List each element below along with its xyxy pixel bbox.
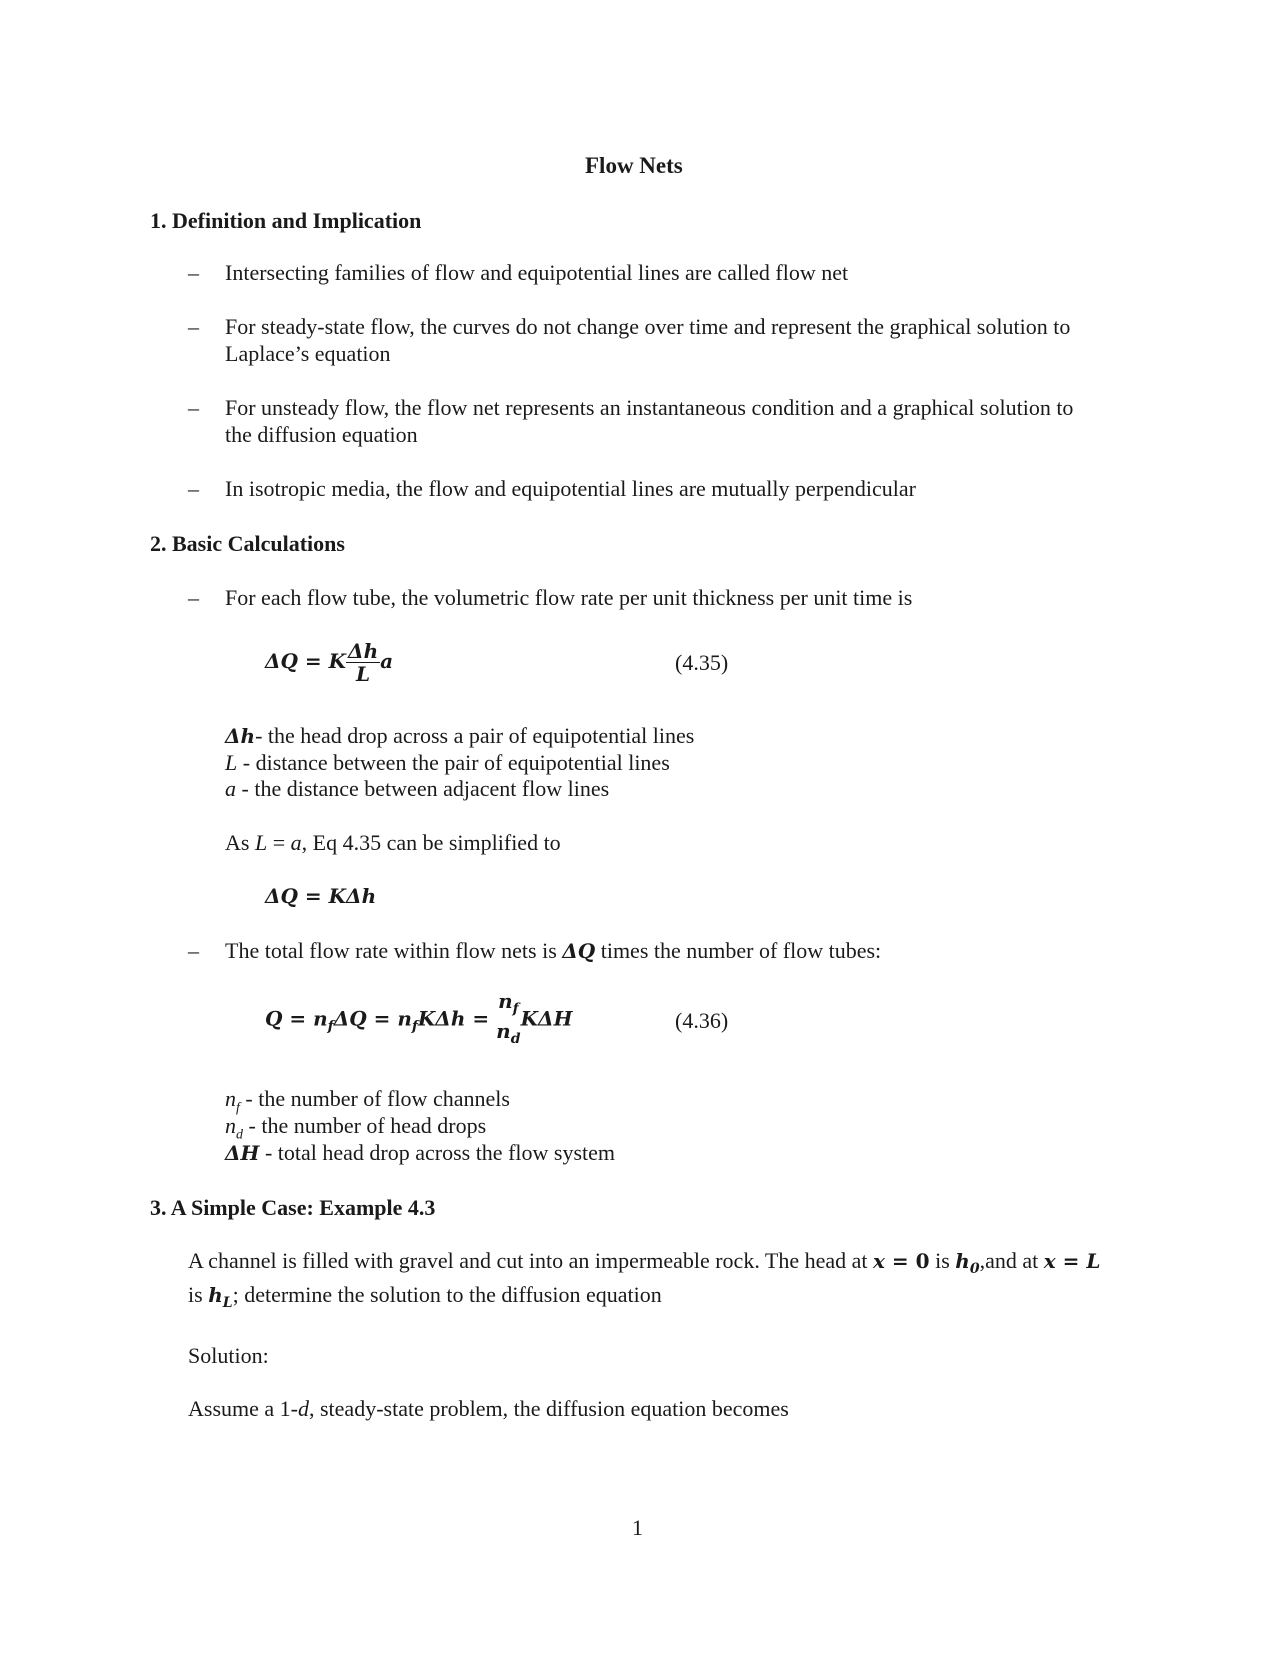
section-1-heading: 1. Definition and Implication [150,208,422,233]
page-title: Flow Nets [585,153,683,178]
bullet-1-3-line2: the diffusion equation [225,422,418,447]
definition-delta-H: ΔH - total head drop across the flow system [225,1140,616,1165]
bullet-dash: – [188,314,199,339]
solution-label: Solution: [188,1343,269,1368]
assumption-statement: Assume a 1-d, steady-state problem, the diffusion equation becomes [188,1396,789,1421]
bullet-dash: – [188,260,199,285]
equation-4-36: $Q = n_f\Delta Q = n_fK\Delta h$ = $n_f$ $n_d$ KΔH [265,989,573,1047]
section-3-heading: 3. A Simple Case: Example 4.3 [150,1195,436,1220]
bullet-1-2-line2: Laplace’s equation [225,341,391,366]
equation-4-35: ΔQ = K $\frac{\Delta h}{L}$ a [265,639,394,686]
bullet-dash: – [188,476,199,501]
bullet-1-4: In isotropic media, the flow and equipotential lines are mutually perpendicular [225,476,916,501]
bullet-1-1: Intersecting families of flow and equipotential lines are called flow net [225,260,849,285]
definition-a: a - the distance between adjacent flow lines [225,776,610,801]
example-paragraph-line1: A channel is filled with gravel and cut into an impermeable rock. The head at x = 0 is $h_0,and$ at x = L [188,1248,1101,1277]
example-paragraph-line2: is $h_L$; determine the solution to the diffusion equation [188,1282,662,1311]
definition-nd: $n_d$ - the number of head drops [225,1113,487,1143]
equation-simplified: ΔQ = KΔh [265,884,377,908]
page-number: 1 [632,1515,643,1540]
bullet-1-2-line1: For steady-state flow, the curves do not change over time and represent the graphical solution to [225,314,1071,339]
simplify-statement: As L = a, Eq 4.35 can be simplified to [225,830,561,855]
bullet-2-1: For each flow tube, the volumetric flow rate per unit thickness per unit time is [225,585,913,610]
bullet-dash: – [188,585,199,610]
equation-4-36-number: (4.36) [675,1008,729,1033]
equation-4-35-number: (4.35) [675,650,729,675]
bullet-dash: – [188,395,199,420]
definition-delta-h: Δh- the head drop across a pair of equipotential lines [225,723,695,748]
section-2-heading: 2. Basic Calculations [150,531,345,556]
definition-L: L - distance between the pair of equipotential lines [225,750,670,775]
bullet-2-2: The total flow rate within flow nets is ΔQ times the number of flow tubes: [225,938,882,963]
bullet-dash: – [188,938,199,963]
definition-nf: $n_f$ - the number of flow channels [225,1086,510,1116]
bullet-1-3-line1: For unsteady flow, the flow net represents an instantaneous condition and a graphical solution to [225,395,1074,420]
